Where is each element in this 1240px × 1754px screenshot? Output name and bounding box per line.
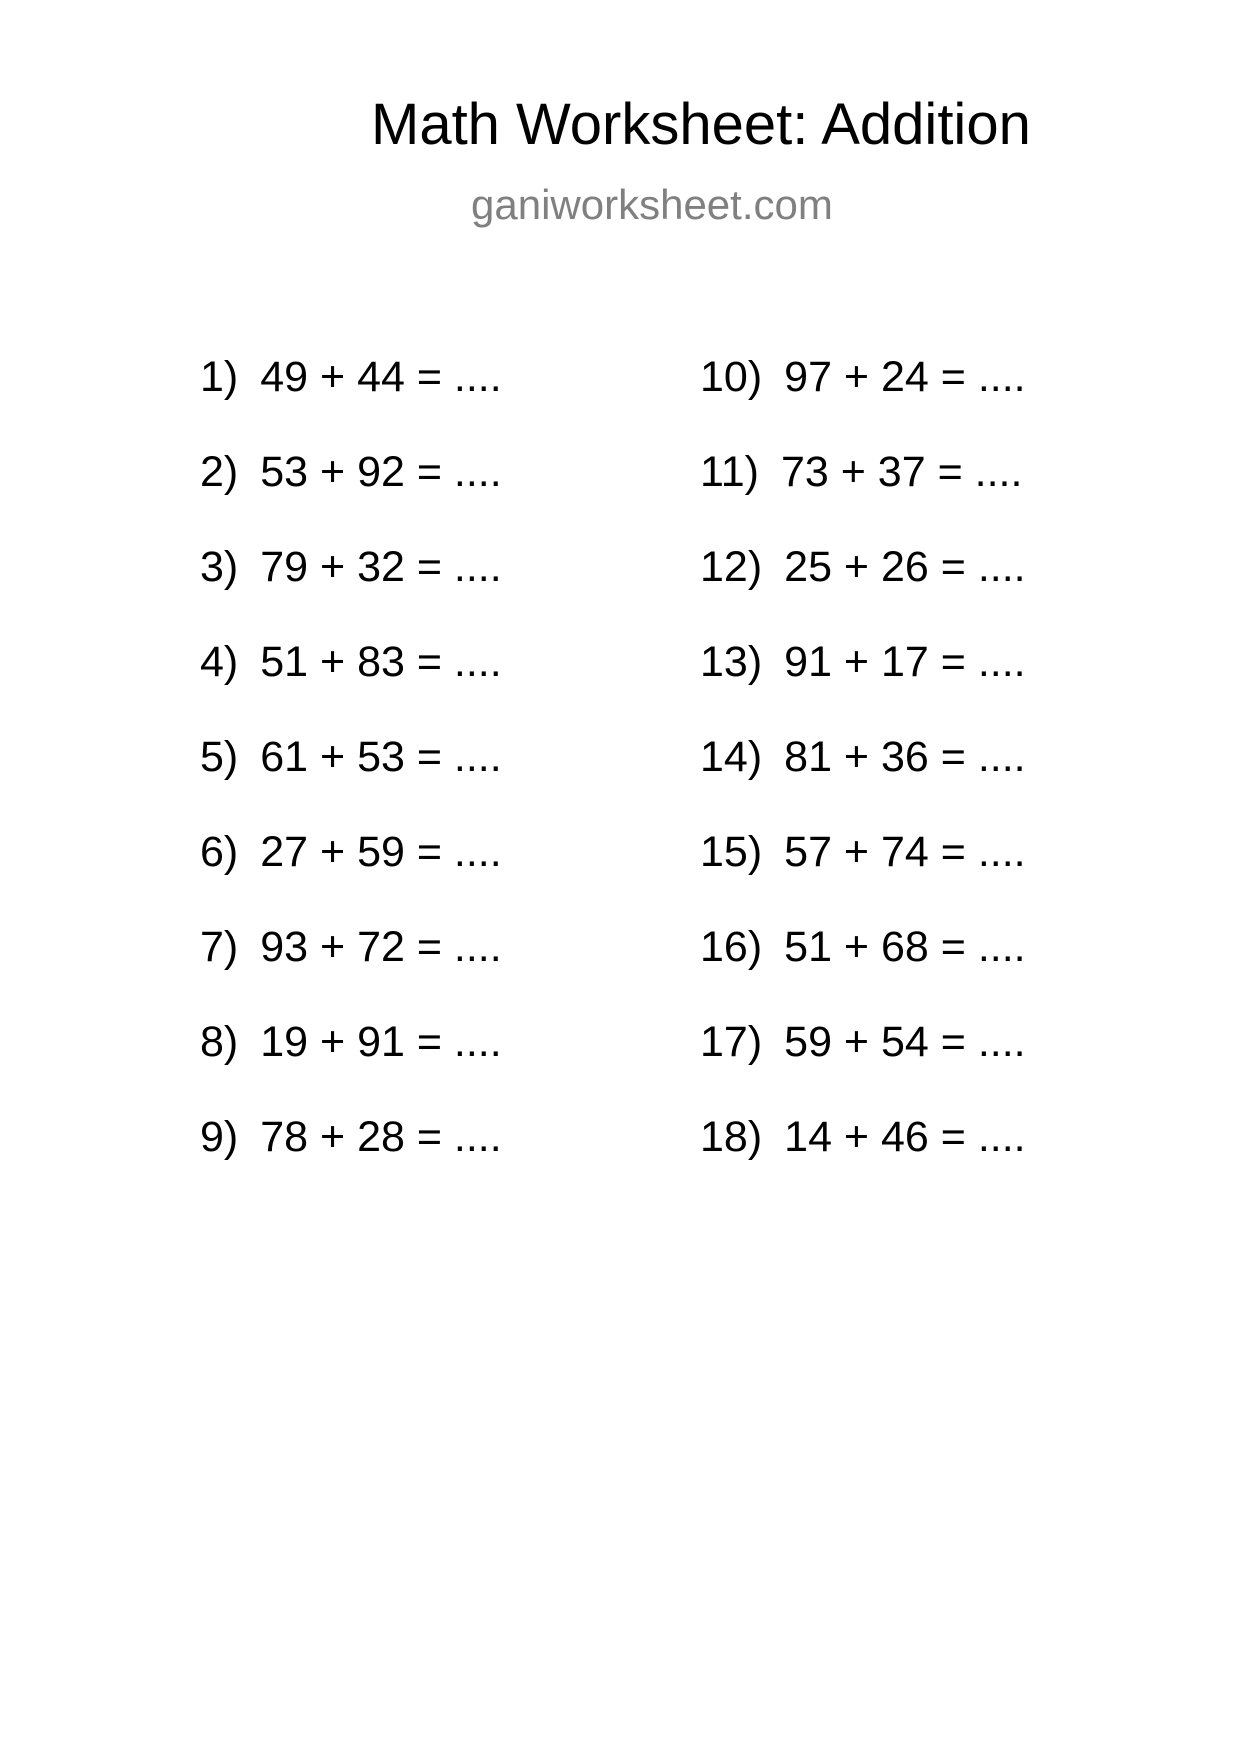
problem-number: 16): [700, 923, 763, 971]
problem-number: 6): [200, 828, 239, 876]
problem-expression: 59 + 54 = ....: [784, 1018, 1026, 1066]
problem-number: 11): [700, 448, 759, 496]
problem-expression: 97 + 24 = ....: [784, 353, 1026, 401]
problem-expression: 78 + 28 = ....: [260, 1113, 502, 1161]
problem-number: 18): [700, 1113, 763, 1161]
problem-item: [700, 543, 1026, 591]
problem-item: [200, 353, 502, 401]
problem-item: [200, 448, 502, 496]
problem-item: [200, 828, 502, 876]
problem-number: 13): [700, 638, 763, 686]
problem-number: 4): [200, 638, 239, 686]
problem-number: 1): [200, 353, 239, 401]
problem-number: 17): [700, 1018, 763, 1066]
problem-item: [200, 543, 502, 591]
problem-expression: 27 + 59 = ....: [260, 828, 502, 876]
problem-expression: 79 + 32 = ....: [260, 543, 502, 591]
problem-number: 7): [200, 923, 239, 971]
problem-expression: 14 + 46 = ....: [784, 1113, 1026, 1161]
problem-item: [200, 733, 502, 781]
problem-expression: 49 + 44 = ....: [260, 353, 502, 401]
problem-item: [700, 1018, 1026, 1066]
problem-item: [200, 923, 502, 971]
problem-item: [700, 733, 1026, 781]
problem-number: 5): [200, 733, 239, 781]
problem-number: 2): [200, 448, 239, 496]
problem-item: [700, 448, 1023, 496]
problem-number: 12): [700, 543, 763, 591]
problem-expression: 19 + 91 = ....: [260, 1018, 502, 1066]
problem-expression: 73 + 37 = ....: [780, 448, 1023, 496]
problem-number: 10): [700, 353, 763, 401]
problem-item: [700, 638, 1026, 686]
problem-item: [200, 1113, 502, 1161]
problem-number: 15): [700, 828, 763, 876]
problem-number: 8): [200, 1018, 239, 1066]
worksheet-title: Math Worksheet: Addition: [371, 92, 1031, 157]
problem-number: 9): [200, 1113, 239, 1161]
problem-expression: 81 + 36 = ....: [784, 733, 1026, 781]
problem-expression: 51 + 83 = ....: [260, 638, 502, 686]
problem-expression: 53 + 92 = ....: [260, 448, 502, 496]
problem-expression: 93 + 72 = ....: [260, 923, 502, 971]
problem-item: [700, 828, 1026, 876]
problem-number: 14): [700, 733, 763, 781]
website-url: ganiworksheet.com: [471, 181, 833, 228]
problem-item: [200, 638, 502, 686]
problem-expression: 57 + 74 = ....: [784, 828, 1026, 876]
problem-item: [200, 1018, 502, 1066]
problem-expression: 25 + 26 = ....: [784, 543, 1026, 591]
problem-expression: 61 + 53 = ....: [260, 733, 502, 781]
problem-item: [700, 353, 1026, 401]
problem-item: [700, 923, 1026, 971]
problem-expression: 51 + 68 = ....: [784, 923, 1026, 971]
problem-item: [700, 1113, 1026, 1161]
problem-expression: 91 + 17 = ....: [784, 638, 1026, 686]
problem-number: 3): [200, 543, 239, 591]
